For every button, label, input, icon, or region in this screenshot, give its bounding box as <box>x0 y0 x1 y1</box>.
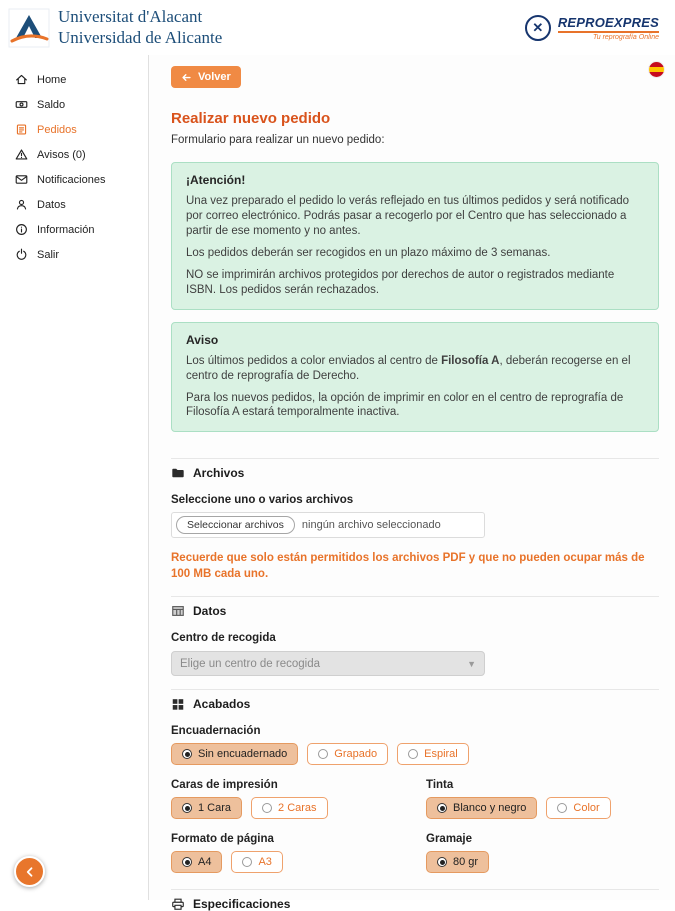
radio-unchecked-icon <box>408 749 418 759</box>
printer-icon <box>171 897 185 911</box>
back-button[interactable] <box>171 66 241 88</box>
brand-name: REPROEXPRES <box>558 15 659 33</box>
university-logo[interactable] <box>8 7 222 47</box>
formato-label: Formato de página <box>171 833 274 846</box>
aviso-line1-bold: Filosofía A <box>441 354 500 367</box>
warning-icon <box>15 148 28 161</box>
envelope-icon <box>15 173 28 186</box>
page-title: Realizar nuevo pedido <box>171 110 331 127</box>
section-divider <box>171 596 659 597</box>
sidebar-item-label: Saldo <box>37 98 66 111</box>
section-datos <box>171 604 659 618</box>
sidebar-item-label: Información <box>37 223 95 236</box>
section-especificaciones <box>171 897 659 911</box>
option-label: A3 <box>258 856 272 869</box>
section-divider <box>171 889 659 890</box>
option-a3[interactable] <box>231 851 282 873</box>
option-label: Sin encuadernado <box>198 748 288 761</box>
option-sin-encuadernado[interactable] <box>171 743 298 765</box>
option-label: Color <box>573 802 600 815</box>
pickup-center-select[interactable] <box>171 651 485 676</box>
attention-paragraph: Una vez preparado el pedido lo verás reflejado en tus últimos pedidos y será notificado por correo electrónico. Podrás pasar a recogerlo por el Centro que has seleccionado a partir de ese momento y no antes. <box>186 195 630 237</box>
back-button-label: Volver <box>198 71 231 83</box>
radio-unchecked-icon <box>262 803 272 813</box>
sidebar-item-label: Salir <box>37 248 60 261</box>
section-divider <box>171 689 659 690</box>
aviso-line1-post: , deberán recogerse en el centro de reprografía de Derecho. <box>186 354 631 382</box>
section-title: Acabados <box>193 697 251 712</box>
section-title: Datos <box>193 604 227 619</box>
sidebar-item-salir[interactable] <box>0 242 148 267</box>
option-label: 2 Caras <box>278 802 317 815</box>
pdf-warning-text: Recuerde que solo están permitidos los archivos PDF y que no pueden ocupar más de 100 MB cada uno. <box>171 552 645 580</box>
university-name <box>58 7 222 47</box>
sidebar-item-avisos[interactable] <box>0 142 148 167</box>
main-content <box>148 55 675 911</box>
option-color[interactable] <box>546 797 610 819</box>
section-title: Archivos <box>193 466 245 481</box>
aviso-line1-pre: Los últimos pedidos a color enviados al centro de <box>186 354 442 367</box>
radio-checked-icon <box>437 803 447 813</box>
file-select-button[interactable]: Seleccionar archivos <box>176 516 295 534</box>
option-1-cara[interactable] <box>171 797 242 819</box>
attention-paragraph: NO se imprimirán archivos protegidos por derechos de autor o registrados mediante ISBN. Los pedidos serán rechazados. <box>186 268 615 296</box>
app-header <box>0 0 675 55</box>
pickup-center-selected-value: Elige un centro de recogida <box>180 657 321 670</box>
sidebar-item-label: Home <box>37 73 67 86</box>
section-archivos <box>171 466 659 480</box>
option-blanco-y-negro[interactable] <box>426 797 537 819</box>
power-icon <box>15 248 28 261</box>
option-label: 1 Cara <box>198 802 232 815</box>
home-icon <box>15 73 28 86</box>
brand-tagline: Tu reprografía Online <box>592 33 659 41</box>
option-grapado[interactable] <box>307 743 388 765</box>
radio-checked-icon <box>182 749 192 759</box>
reproexpres-logo[interactable] <box>525 15 659 41</box>
caras-tinta-row <box>171 779 659 819</box>
page-subtitle: Formulario para realizar un nuevo pedido: <box>171 134 385 146</box>
university-name-line1: Universitat d'Alacant <box>58 7 203 27</box>
option-label: 80 gr <box>453 856 479 869</box>
option-espiral[interactable] <box>397 743 469 765</box>
radio-checked-icon <box>182 857 192 867</box>
section-divider <box>171 458 659 459</box>
formato-gramaje-row <box>171 833 659 873</box>
aviso-alert <box>171 322 659 433</box>
gramaje-label: Gramaje <box>426 833 473 846</box>
aviso-title: Aviso <box>186 332 219 347</box>
encuadernacion-label: Encuadernación <box>171 725 261 738</box>
attention-alert <box>171 162 659 310</box>
folder-icon <box>171 466 185 480</box>
sidebar-item-label: Notificaciones <box>37 173 106 186</box>
chevron-down-icon: ▼ <box>467 658 476 669</box>
option-2-caras[interactable] <box>251 797 328 819</box>
radio-unchecked-icon <box>318 749 328 759</box>
option-label: Blanco y negro <box>453 802 527 815</box>
option-a4[interactable] <box>171 851 222 873</box>
radio-checked-icon <box>182 803 192 813</box>
sidebar-item-home[interactable] <box>0 67 148 92</box>
option-label: Espiral <box>424 748 458 761</box>
sidebar <box>0 55 148 900</box>
file-field-label: Seleccione uno o varios archivos <box>171 494 354 507</box>
info-icon <box>15 223 28 236</box>
attention-title: ¡Atención! <box>186 173 246 187</box>
university-name-line2: Universidad de Alicante <box>58 27 223 47</box>
spanish-flag-icon[interactable] <box>649 62 664 77</box>
table-icon <box>171 604 185 618</box>
formato-options <box>171 851 426 873</box>
caras-label: Caras de impresión <box>171 779 278 792</box>
aviso-paragraph <box>186 354 644 384</box>
university-logo-icon <box>8 8 50 48</box>
radio-unchecked-icon <box>242 857 252 867</box>
chevron-left-icon <box>24 866 36 878</box>
attention-paragraph: Los pedidos deberán ser recogidos en un plazo máximo de 3 semanas. <box>186 246 551 259</box>
back-arrow-icon <box>181 72 192 83</box>
file-status-text: ningún archivo seleccionado <box>301 519 441 532</box>
reproexpres-logo-icon: ✕ <box>525 15 551 41</box>
radio-unchecked-icon <box>557 803 567 813</box>
sidebar-item-label: Datos <box>37 198 66 211</box>
section-acabados <box>171 697 659 711</box>
sidebar-item-pedidos[interactable] <box>0 117 148 142</box>
tinta-label: Tinta <box>426 779 454 792</box>
sidebar-item-label: Avisos (0) <box>37 148 86 161</box>
tinta-options <box>426 797 659 819</box>
page-layout <box>0 55 675 911</box>
sidebar-item-saldo[interactable] <box>0 92 148 117</box>
aviso-paragraph: Para los nuevos pedidos, la opción de imprimir en color en el centro de reprografía de Filosofía A estará temporalmente inactiva. <box>186 391 624 419</box>
floating-back-button[interactable] <box>14 856 45 887</box>
gramaje-options <box>426 851 659 873</box>
section-title: Especificaciones <box>193 897 291 911</box>
pickup-center-label: Centro de recogida <box>171 632 276 645</box>
option-label: A4 <box>198 856 212 869</box>
orders-icon <box>15 123 28 136</box>
grid-icon <box>171 697 185 711</box>
money-icon <box>15 98 28 111</box>
option-label: Grapado <box>334 748 378 761</box>
file-input[interactable] <box>171 512 485 538</box>
sidebar-item-label: Pedidos <box>37 123 77 136</box>
radio-checked-icon <box>437 857 447 867</box>
sidebar-item-datos[interactable] <box>0 192 148 217</box>
sidebar-item-informacion[interactable] <box>0 217 148 242</box>
caras-options <box>171 797 426 819</box>
user-icon <box>15 198 28 211</box>
option-80gr[interactable] <box>426 851 489 873</box>
sidebar-item-notificaciones[interactable] <box>0 167 148 192</box>
encuadernacion-options <box>171 743 659 765</box>
